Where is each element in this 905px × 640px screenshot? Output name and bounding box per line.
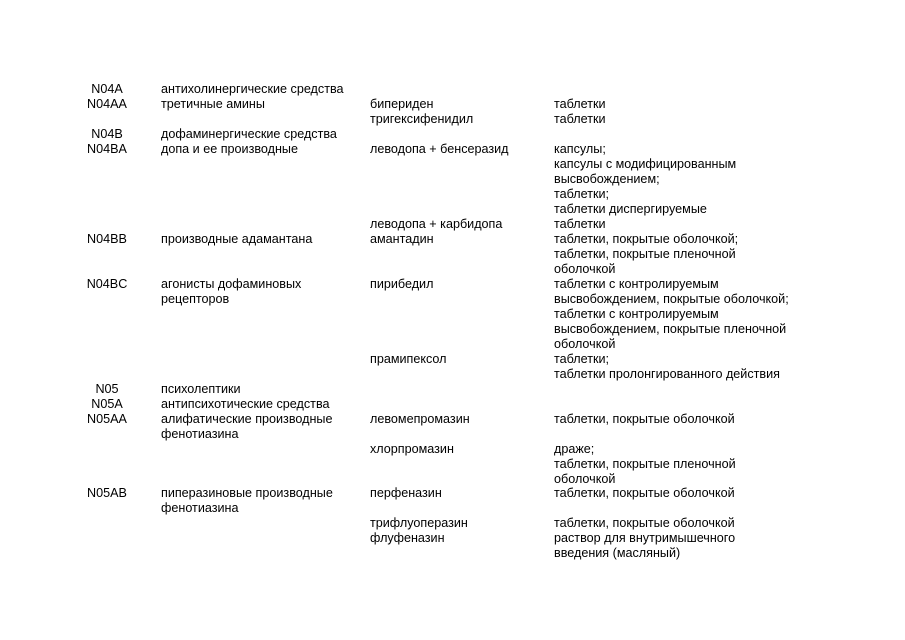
drug-name: трифлуоперазин [370, 516, 468, 530]
pharmacological-group: дофаминергические средства [161, 127, 337, 141]
atc-code: N05 [95, 382, 119, 396]
dosage-form: капсулы с модифицированным [554, 157, 737, 171]
dosage-form: раствор для внутримышечного [554, 531, 736, 545]
pharmacological-group: фенотиазина [161, 501, 239, 515]
dosage-form: оболочкой [554, 262, 616, 276]
dosage-form: высвобождением; [554, 172, 660, 186]
pharmacological-group: допа и ее производные [161, 142, 298, 156]
dosage-form: оболочкой [554, 472, 616, 486]
pharmacological-group: антихолинергические средства [161, 82, 344, 96]
pharmacological-group: психолептики [161, 382, 241, 396]
atc-code: N04BA [87, 142, 127, 156]
drug-name: леводопа + карбидопа [370, 217, 503, 231]
dosage-form: таблетки диспергируемые [554, 202, 707, 216]
pharmacological-group: агонисты дофаминовых [161, 277, 302, 291]
dosage-form: таблетки, покрытые оболочкой [554, 486, 735, 500]
dosage-form: капсулы; [554, 142, 606, 156]
atc-code: N05A [91, 397, 123, 411]
drug-name: прамипексол [370, 352, 447, 366]
dosage-form: высвобождением, покрытые пленочной [554, 322, 787, 336]
atc-code: N05AB [87, 486, 127, 500]
dosage-form: таблетки, покрытые оболочкой; [554, 232, 739, 246]
pharmacological-group: рецепторов [161, 292, 230, 306]
atc-code: N04BC [86, 277, 128, 291]
atc-code: N04BB [87, 232, 127, 246]
drug-name: тригексифенидил [370, 112, 474, 126]
pharmacological-group: третичные амины [161, 97, 265, 111]
drug-name: пирибедил [370, 277, 434, 291]
dosage-form: таблетки с контролируемым [554, 307, 719, 321]
drug-name: амантадин [370, 232, 434, 246]
pharmacological-group: производные адамантана [161, 232, 313, 246]
atc-code: N04B [91, 127, 123, 141]
atc-code: N05AA [87, 412, 127, 426]
dosage-form: высвобождением, покрытые оболочкой; [554, 292, 789, 306]
dosage-form: таблетки; [554, 187, 610, 201]
dosage-form: таблетки [554, 112, 606, 126]
pharmacological-group: пиперазиновые производные [161, 486, 333, 500]
dosage-form: таблетки пролонгированного действия [554, 367, 780, 381]
dosage-form: таблетки с контролируемым [554, 277, 719, 291]
drug-name: хлорпромазин [370, 442, 454, 456]
dosage-form: введения (масляный) [554, 546, 681, 560]
dosage-form: оболочкой [554, 337, 616, 351]
drug-name: левомепромазин [370, 412, 470, 426]
atc-code: N04AA [87, 97, 127, 111]
pharmacological-group: антипсихотические средства [161, 397, 330, 411]
pharmacological-group: фенотиазина [161, 427, 239, 441]
dosage-form: таблетки [554, 217, 606, 231]
dosage-form: таблетки, покрытые оболочкой [554, 412, 735, 426]
dosage-form: драже; [554, 442, 595, 456]
dosage-form: таблетки, покрытые оболочкой [554, 516, 735, 530]
drug-name: флуфеназин [370, 531, 445, 545]
dosage-form: таблетки; [554, 352, 610, 366]
dosage-form: таблетки [554, 97, 606, 111]
dosage-form: таблетки, покрытые пленочной [554, 247, 736, 261]
drug-name: леводопа + бенсеразид [370, 142, 509, 156]
dosage-form: таблетки, покрытые пленочной [554, 457, 736, 471]
pharmacological-group: алифатические производные [161, 412, 333, 426]
drug-name: бипериден [370, 97, 434, 111]
drug-name: перфеназин [370, 486, 442, 500]
atc-code: N04A [91, 82, 123, 96]
